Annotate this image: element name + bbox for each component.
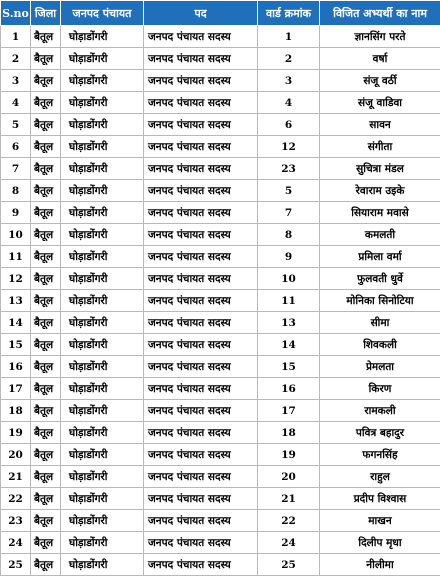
cell-post: जनपद पंचायत सदस्य <box>144 554 258 576</box>
cell-janpad: घोड़ाडोंगरी <box>61 158 144 180</box>
cell-district: बैतूल <box>31 92 61 114</box>
cell-janpad: घोड़ाडोंगरी <box>61 290 144 312</box>
cell-post: जनपद पंचायत सदस्य <box>144 158 258 180</box>
cell-janpad: घोड़ाडोंगरी <box>61 400 144 422</box>
cell-post: जनपद पंचायत सदस्य <box>144 202 258 224</box>
cell-district: बैतूल <box>31 290 61 312</box>
cell-janpad: घोड़ाडोंगरी <box>61 246 144 268</box>
cell-ward: 12 <box>258 136 320 158</box>
cell-ward: 3 <box>258 70 320 92</box>
cell-janpad: घोड़ाडोंगरी <box>61 444 144 466</box>
cell-post: जनपद पंचायत सदस्य <box>144 224 258 246</box>
cell-janpad: घोड़ाडोंगरी <box>61 180 144 202</box>
cell-winner: दिलीप मृधा <box>320 532 440 554</box>
table-row <box>1 268 440 290</box>
cell-district: बैतूल <box>31 356 61 378</box>
cell-winner: शिवकली <box>320 334 440 356</box>
cell-ward: 22 <box>258 510 320 532</box>
cell-winner: सीमा <box>320 312 440 334</box>
cell-janpad: घोड़ाडोंगरी <box>61 136 144 158</box>
cell-ward: 14 <box>258 334 320 356</box>
table-row <box>1 312 440 334</box>
cell-district: बैतूल <box>31 224 61 246</box>
table-row <box>1 290 440 312</box>
header-district: जिला <box>31 1 61 26</box>
cell-sno: 8 <box>1 180 31 202</box>
cell-ward: 10 <box>258 268 320 290</box>
cell-janpad: घोड़ाडोंगरी <box>61 202 144 224</box>
header-janpad: जनपद पंचायत <box>61 1 144 26</box>
table-row <box>1 466 440 488</box>
cell-winner: पवित्र बहादुर <box>320 422 440 444</box>
cell-post: जनपद पंचायत सदस्य <box>144 444 258 466</box>
cell-ward: 19 <box>258 444 320 466</box>
cell-ward: 18 <box>258 422 320 444</box>
cell-sno: 9 <box>1 202 31 224</box>
cell-sno: 20 <box>1 444 31 466</box>
cell-sno: 3 <box>1 70 31 92</box>
cell-ward: 24 <box>258 532 320 554</box>
cell-post: जनपद पंचायत सदस्य <box>144 48 258 70</box>
table-row <box>1 48 440 70</box>
cell-ward: 7 <box>258 202 320 224</box>
table-row <box>1 158 440 180</box>
cell-winner: मोनिका सिनोटिया <box>320 290 440 312</box>
cell-district: बैतूल <box>31 488 61 510</box>
cell-sno: 1 <box>1 26 31 48</box>
cell-sno: 14 <box>1 312 31 334</box>
cell-janpad: घोड़ाडोंगरी <box>61 268 144 290</box>
cell-winner: कमलती <box>320 224 440 246</box>
cell-ward: 2 <box>258 48 320 70</box>
cell-sno: 7 <box>1 158 31 180</box>
cell-district: बैतूल <box>31 202 61 224</box>
cell-janpad: घोड़ाडोंगरी <box>61 554 144 576</box>
cell-winner: सियाराम मवासे <box>320 202 440 224</box>
header-sno: S.no <box>1 1 31 26</box>
cell-winner: वर्षा <box>320 48 440 70</box>
cell-ward: 11 <box>258 290 320 312</box>
cell-sno: 21 <box>1 466 31 488</box>
table-row <box>1 356 440 378</box>
cell-post: जनपद पंचायत सदस्य <box>144 466 258 488</box>
cell-district: बैतूल <box>31 268 61 290</box>
cell-ward: 25 <box>258 554 320 576</box>
cell-ward: 21 <box>258 488 320 510</box>
cell-janpad: घोड़ाडोंगरी <box>61 312 144 334</box>
table-row <box>1 400 440 422</box>
table-row <box>1 114 440 136</box>
cell-sno: 22 <box>1 488 31 510</box>
cell-winner: किरण <box>320 378 440 400</box>
header-post: पद <box>144 1 258 26</box>
cell-ward: 8 <box>258 224 320 246</box>
cell-janpad: घोड़ाडोंगरी <box>61 488 144 510</box>
cell-janpad: घोड़ाडोंगरी <box>61 466 144 488</box>
table-row <box>1 334 440 356</box>
table-row <box>1 26 440 48</box>
table-row <box>1 70 440 92</box>
cell-ward: 20 <box>258 466 320 488</box>
cell-winner: नीलीमा <box>320 554 440 576</box>
cell-janpad: घोड़ाडोंगरी <box>61 356 144 378</box>
cell-district: बैतूल <box>31 378 61 400</box>
cell-district: बैतूल <box>31 422 61 444</box>
cell-winner: प्रदीप विश्वास <box>320 488 440 510</box>
table-row <box>1 378 440 400</box>
cell-sno: 16 <box>1 356 31 378</box>
cell-post: जनपद पंचायत सदस्य <box>144 246 258 268</box>
cell-district: बैतूल <box>31 312 61 334</box>
cell-sno: 2 <box>1 48 31 70</box>
cell-ward: 13 <box>258 312 320 334</box>
cell-sno: 5 <box>1 114 31 136</box>
cell-winner: सुचित्रा मंडल <box>320 158 440 180</box>
cell-janpad: घोड़ाडोंगरी <box>61 92 144 114</box>
cell-post: जनपद पंचायत सदस्य <box>144 70 258 92</box>
cell-ward: 6 <box>258 114 320 136</box>
cell-sno: 11 <box>1 246 31 268</box>
cell-post: जनपद पंचायत सदस्य <box>144 290 258 312</box>
cell-ward: 1 <box>258 26 320 48</box>
cell-district: बैतूल <box>31 466 61 488</box>
cell-winner: सावन <box>320 114 440 136</box>
cell-sno: 12 <box>1 268 31 290</box>
table-row <box>1 180 440 202</box>
cell-district: बैतूल <box>31 48 61 70</box>
cell-sno: 13 <box>1 290 31 312</box>
cell-janpad: घोड़ाडोंगरी <box>61 114 144 136</box>
cell-winner: राहुल <box>320 466 440 488</box>
cell-district: बैतूल <box>31 444 61 466</box>
cell-winner: प्रेमलता <box>320 356 440 378</box>
cell-post: जनपद पंचायत सदस्य <box>144 488 258 510</box>
cell-sno: 19 <box>1 422 31 444</box>
cell-janpad: घोड़ाडोंगरी <box>61 334 144 356</box>
header-ward: वार्ड क्रमांक <box>258 1 320 26</box>
cell-janpad: घोड़ाडोंगरी <box>61 378 144 400</box>
cell-ward: 9 <box>258 246 320 268</box>
cell-winner: ज्ञानसिंग परते <box>320 26 440 48</box>
table-row <box>1 224 440 246</box>
header-row <box>1 1 440 26</box>
cell-sno: 6 <box>1 136 31 158</box>
cell-janpad: घोड़ाडोंगरी <box>61 532 144 554</box>
cell-district: बैतूल <box>31 334 61 356</box>
cell-winner: फगनसिंह <box>320 444 440 466</box>
cell-district: बैतूल <box>31 180 61 202</box>
cell-winner: फुलवती धुर्वे <box>320 268 440 290</box>
cell-janpad: घोड़ाडोंगरी <box>61 224 144 246</box>
cell-sno: 18 <box>1 400 31 422</box>
cell-ward: 15 <box>258 356 320 378</box>
cell-winner: माखन <box>320 510 440 532</box>
cell-sno: 25 <box>1 554 31 576</box>
cell-janpad: घोड़ाडोंगरी <box>61 422 144 444</box>
cell-post: जनपद पंचायत सदस्य <box>144 180 258 202</box>
cell-sno: 10 <box>1 224 31 246</box>
cell-sno: 17 <box>1 378 31 400</box>
table-row <box>1 246 440 268</box>
cell-post: जनपद पंचायत सदस्य <box>144 532 258 554</box>
cell-post: जनपद पंचायत सदस्य <box>144 26 258 48</box>
cell-sno: 24 <box>1 532 31 554</box>
cell-district: बैतूल <box>31 246 61 268</box>
table-row <box>1 136 440 158</box>
cell-district: बैतूल <box>31 70 61 92</box>
table-row <box>1 554 440 576</box>
table-row <box>1 444 440 466</box>
table-row <box>1 202 440 224</box>
cell-ward: 4 <box>258 92 320 114</box>
table-row <box>1 92 440 114</box>
cell-post: जनपद पंचायत सदस्य <box>144 114 258 136</box>
cell-ward: 23 <box>258 158 320 180</box>
table-row <box>1 532 440 554</box>
cell-post: जनपद पंचायत सदस्य <box>144 422 258 444</box>
cell-sno: 4 <box>1 92 31 114</box>
cell-post: जनपद पंचायत सदस्य <box>144 312 258 334</box>
cell-winner: संगीता <box>320 136 440 158</box>
header-winner: विजित अभ्यर्थी का नाम <box>320 1 440 26</box>
cell-post: जनपद पंचायत सदस्य <box>144 268 258 290</box>
cell-winner: संजू वाडिवा <box>320 92 440 114</box>
cell-ward: 17 <box>258 400 320 422</box>
cell-janpad: घोड़ाडोंगरी <box>61 48 144 70</box>
cell-ward: 5 <box>258 180 320 202</box>
cell-sno: 15 <box>1 334 31 356</box>
cell-post: जनपद पंचायत सदस्य <box>144 510 258 532</box>
table-row <box>1 488 440 510</box>
cell-post: जनपद पंचायत सदस्य <box>144 334 258 356</box>
cell-winner: संजू वर्ठी <box>320 70 440 92</box>
cell-winner: प्रमिला वर्मा <box>320 246 440 268</box>
cell-district: बैतूल <box>31 532 61 554</box>
cell-winner: रेवाराम उइके <box>320 180 440 202</box>
table-body <box>1 26 440 576</box>
cell-sno: 23 <box>1 510 31 532</box>
cell-post: जनपद पंचायत सदस्य <box>144 400 258 422</box>
cell-district: बैतूल <box>31 158 61 180</box>
cell-post: जनपद पंचायत सदस्य <box>144 92 258 114</box>
cell-district: बैतूल <box>31 554 61 576</box>
cell-post: जनपद पंचायत सदस्य <box>144 378 258 400</box>
table-row <box>1 510 440 532</box>
cell-post: जनपद पंचायत सदस्य <box>144 136 258 158</box>
cell-ward: 16 <box>258 378 320 400</box>
cell-winner: रामकली <box>320 400 440 422</box>
cell-district: बैतूल <box>31 114 61 136</box>
table-header <box>1 1 440 26</box>
cell-district: बैतूल <box>31 136 61 158</box>
cell-district: बैतूल <box>31 510 61 532</box>
table-row <box>1 422 440 444</box>
cell-janpad: घोड़ाडोंगरी <box>61 510 144 532</box>
cell-post: जनपद पंचायत सदस्य <box>144 356 258 378</box>
cell-janpad: घोड़ाडोंगरी <box>61 70 144 92</box>
cell-district: बैतूल <box>31 26 61 48</box>
cell-janpad: घोड़ाडोंगरी <box>61 26 144 48</box>
cell-district: बैतूल <box>31 400 61 422</box>
